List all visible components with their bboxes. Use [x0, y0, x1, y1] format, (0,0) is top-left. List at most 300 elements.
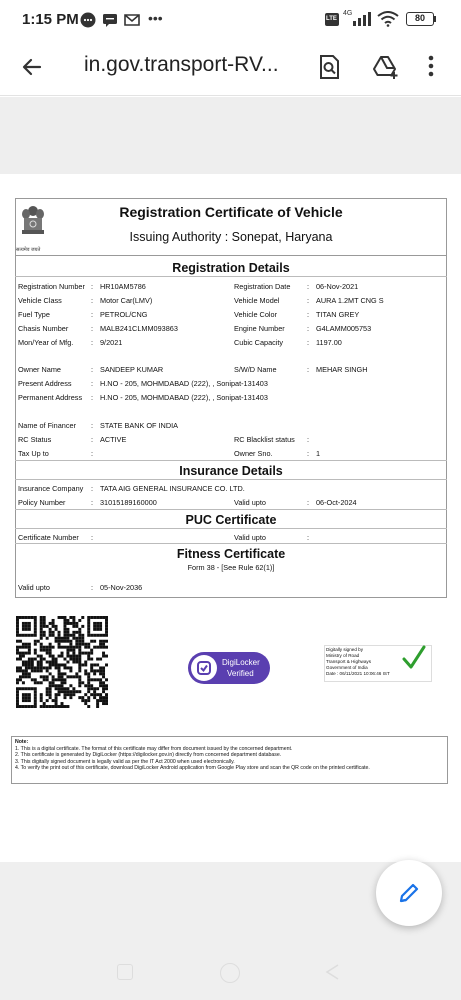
qr-module [102, 643, 105, 646]
divider [15, 528, 447, 529]
qr-module [40, 649, 43, 652]
qr-module [28, 628, 31, 631]
reg-value: HR10AM5786 [100, 282, 146, 291]
qr-module [96, 699, 99, 702]
qr-module [69, 655, 72, 658]
qr-module [78, 684, 81, 687]
qr-module [61, 663, 64, 666]
back-nav-icon[interactable] [323, 962, 341, 987]
puc-certificate-label: Certificate Number [18, 533, 79, 542]
qr-module [93, 640, 96, 643]
fitness-subheading: Form 38 - [See Rule 62(1)] [187, 563, 275, 572]
qr-module [49, 672, 52, 675]
note-box [11, 736, 448, 784]
qr-module [66, 628, 69, 631]
qr-module [43, 616, 46, 619]
qr-module [28, 658, 31, 661]
qr-module [40, 634, 43, 637]
qr-module [99, 672, 102, 675]
qr-module [58, 705, 61, 708]
qr-module [34, 690, 37, 693]
qr-module [25, 672, 28, 675]
qr-module [66, 661, 69, 664]
messenger-notification-icon [80, 12, 96, 27]
qr-module [28, 705, 31, 708]
qr-module [61, 655, 64, 658]
present-address-value: H.NO - 205, MOHMDABAD (222), , Sonipat-131403 [100, 379, 268, 388]
qr-module [40, 619, 43, 622]
qr-module [40, 646, 43, 649]
qr-module [22, 687, 25, 690]
fitness-valid-value: 05-Nov-2036 [100, 583, 143, 592]
qr-module [22, 622, 25, 625]
qr-module [28, 699, 31, 702]
qr-module [81, 634, 84, 637]
qr-module [72, 631, 75, 634]
back-arrow-icon[interactable] [20, 55, 44, 84]
qr-module [31, 666, 34, 669]
qr-module [63, 631, 66, 634]
qr-module [72, 693, 75, 696]
qr-module [52, 646, 55, 649]
qr-module [22, 699, 25, 702]
qr-module [93, 646, 96, 649]
qr-module [16, 681, 19, 684]
qr-module [99, 669, 102, 672]
qr-module [16, 616, 19, 619]
qr-module [46, 687, 49, 690]
qr-module [69, 666, 72, 669]
qr-module [16, 622, 19, 625]
puc-heading: PUC Certificate [185, 513, 277, 527]
qr-module [31, 705, 34, 708]
qr-module [66, 634, 69, 637]
qr-module [16, 696, 19, 699]
qr-module [40, 628, 43, 631]
qr-module [61, 616, 64, 619]
qr-module [84, 646, 87, 649]
qr-module [25, 622, 28, 625]
message-notification-icon [102, 12, 118, 27]
volte-icon: LTE [325, 13, 339, 26]
qr-module [96, 634, 99, 637]
qr-module [46, 625, 49, 628]
insurance-valid-label: Valid upto [234, 498, 266, 507]
qr-module [78, 637, 81, 640]
reg-value: 1197.00 [316, 338, 342, 347]
issuing-authority: Issuing Authority : Sonepat, Haryana [129, 230, 333, 244]
qr-module [93, 687, 96, 690]
qr-module [52, 678, 55, 681]
qr-module [78, 690, 81, 693]
qr-module [99, 628, 102, 631]
qr-module [66, 652, 69, 655]
signal-icon [345, 11, 373, 32]
qr-module [52, 681, 55, 684]
qr-module [90, 649, 93, 652]
status-time: 1:15 PM [22, 11, 79, 28]
edit-fab-button[interactable] [376, 860, 442, 926]
qr-module [93, 696, 96, 699]
qr-module [49, 649, 52, 652]
reg-value: 06-Nov-2021 [316, 282, 359, 291]
divider [15, 276, 447, 277]
qr-module [40, 666, 43, 669]
qr-module [63, 663, 66, 666]
qr-module [34, 640, 37, 643]
qr-module [96, 646, 99, 649]
qr-module [96, 658, 99, 661]
qr-module [63, 616, 66, 619]
qr-module [52, 675, 55, 678]
qr-module [105, 663, 108, 666]
qr-module [55, 684, 58, 687]
qr-module [52, 699, 55, 702]
qr-module [22, 675, 25, 678]
reg-label: Fuel Type [18, 310, 50, 319]
qr-module [28, 634, 31, 637]
qr-module [75, 625, 78, 628]
qr-module [22, 661, 25, 664]
qr-module [78, 631, 81, 634]
reg-label: Chasis Number [18, 324, 69, 333]
qr-module [52, 622, 55, 625]
qr-module [28, 693, 31, 696]
qr-module [46, 669, 49, 672]
qr-module [63, 696, 66, 699]
qr-module [63, 619, 66, 622]
search-in-page-icon[interactable] [316, 54, 342, 85]
qr-module [31, 678, 34, 681]
qr-module [40, 643, 43, 646]
qr-module [40, 622, 43, 625]
qr-module [90, 684, 93, 687]
qr-module [84, 702, 87, 705]
qr-module [105, 640, 108, 643]
qr-module [16, 649, 19, 652]
signature-line: Digitally signed by [326, 647, 364, 652]
qr-module [69, 669, 72, 672]
owner-sno-label: Owner Sno. [234, 449, 273, 458]
qr-module [16, 640, 19, 643]
qr-module [19, 640, 22, 643]
viewer-background [0, 97, 461, 174]
qr-module [55, 693, 58, 696]
qr-module [69, 634, 72, 637]
qr-module [78, 628, 81, 631]
colon: : [307, 282, 310, 291]
qr-module [105, 702, 108, 705]
qr-module [43, 678, 46, 681]
reg-label: Registration Number [18, 282, 85, 291]
reg-label: Registration Date [234, 282, 291, 291]
qr-module [55, 658, 58, 661]
qr-module [90, 666, 93, 669]
qr-module [99, 693, 102, 696]
qr-module [78, 661, 81, 664]
qr-module [75, 643, 78, 646]
qr-module [75, 637, 78, 640]
qr-module [52, 625, 55, 628]
signature-line: Government of India [326, 665, 368, 670]
colon: : [91, 296, 94, 305]
qr-module [69, 622, 72, 625]
qr-module [55, 661, 58, 664]
qr-module [49, 687, 52, 690]
qr-module [93, 663, 96, 666]
signature-line: Date : 06/11/2021 10:06:46 IST [326, 671, 390, 676]
verified-label: Verified [227, 669, 254, 678]
home-nav-icon[interactable] [220, 963, 240, 983]
qr-module [75, 690, 78, 693]
qr-module [25, 705, 28, 708]
qr-module [61, 687, 64, 690]
qr-module [66, 687, 69, 690]
qr-module [28, 646, 31, 649]
qr-module [46, 675, 49, 678]
qr-module [40, 658, 43, 661]
reg-label: Cubic Capacity [234, 338, 284, 347]
qr-module [84, 699, 87, 702]
qr-module [19, 658, 22, 661]
reg-value: Motor Car(LMV) [100, 296, 153, 305]
qr-module [63, 634, 66, 637]
qr-module [102, 646, 105, 649]
qr-module [81, 643, 84, 646]
qr-module [52, 684, 55, 687]
qr-module [63, 628, 66, 631]
qr-module [25, 666, 28, 669]
qr-module [99, 640, 102, 643]
qr-module [31, 687, 34, 690]
qr-module [34, 681, 37, 684]
qr-module [105, 619, 108, 622]
colon: : [307, 324, 310, 333]
qr-module [22, 669, 25, 672]
qr-module [22, 643, 25, 646]
qr-module [16, 658, 19, 661]
qr-module [61, 675, 64, 678]
qr-module [46, 690, 49, 693]
qr-module [61, 702, 64, 705]
qr-module [102, 696, 105, 699]
qr-module [99, 696, 102, 699]
qr-module [16, 693, 19, 696]
qr-module [25, 652, 28, 655]
note-line: 2. This certificate is generated by DigiLocker (https://digilocker.gov.in) directly from concerned department database. [15, 752, 282, 758]
qr-module [49, 690, 52, 693]
qr-module [25, 643, 28, 646]
qr-module [78, 643, 81, 646]
qr-module [28, 666, 31, 669]
qr-module [25, 625, 28, 628]
qr-module [78, 678, 81, 681]
qr-module [78, 649, 81, 652]
qr-module [105, 655, 108, 658]
qr-module [72, 634, 75, 637]
qr-module [78, 696, 81, 699]
qr-module [66, 640, 69, 643]
qr-module [96, 687, 99, 690]
qr-module [61, 681, 64, 684]
qr-module [72, 652, 75, 655]
qr-module [78, 681, 81, 684]
qr-module [69, 684, 72, 687]
qr-module [99, 646, 102, 649]
qr-module [58, 631, 61, 634]
reg-label: Vehicle Color [234, 310, 277, 319]
qr-module [40, 631, 43, 634]
qr-module [25, 696, 28, 699]
qr-module [75, 631, 78, 634]
qr-module [96, 622, 99, 625]
recents-nav-icon[interactable] [117, 964, 133, 980]
qr-module [40, 675, 43, 678]
qr-module [87, 684, 90, 687]
qr-module [78, 646, 81, 649]
qr-module [22, 672, 25, 675]
qr-module [102, 672, 105, 675]
note-line: 1. This is a digital certificate. The format of this certificate may differ from document issued by the concerned department. [15, 745, 293, 752]
qr-module [16, 666, 19, 669]
qr-module [46, 652, 49, 655]
qr-module [52, 705, 55, 708]
qr-module [43, 634, 46, 637]
qr-module [81, 652, 84, 655]
policy-number-value: 31015189160000 [100, 498, 157, 507]
add-to-drive-icon[interactable] [372, 54, 400, 85]
qr-module [58, 678, 61, 681]
qr-module [25, 669, 28, 672]
qr-module [90, 634, 93, 637]
qr-module [34, 652, 37, 655]
qr-module [52, 619, 55, 622]
qr-module [81, 640, 84, 643]
qr-module [102, 675, 105, 678]
qr-module [105, 693, 108, 696]
qr-module [43, 619, 46, 622]
more-vert-icon[interactable] [427, 54, 435, 83]
qr-module [52, 634, 55, 637]
qr-module [37, 661, 40, 664]
qr-module [87, 705, 90, 708]
qr-module [66, 666, 69, 669]
fitness-valid-label: Valid upto [18, 583, 50, 592]
digilocker-verified-badge [188, 652, 270, 684]
qr-module [22, 628, 25, 631]
qr-module [90, 658, 93, 661]
qr-module [81, 699, 84, 702]
qr-module [16, 705, 19, 708]
qr-module [105, 696, 108, 699]
qr-module [49, 631, 52, 634]
qr-module [46, 699, 49, 702]
qr-module [78, 669, 81, 672]
qr-module [25, 628, 28, 631]
qr-module [96, 705, 99, 708]
qr-module [25, 675, 28, 678]
qr-module [69, 693, 72, 696]
qr-module [19, 687, 22, 690]
qr-module [58, 675, 61, 678]
reg-label: Vehicle Class [18, 296, 62, 305]
qr-module [58, 643, 61, 646]
qr-module [99, 699, 102, 702]
reg-value: G4LAMM005753 [316, 324, 372, 333]
qr-module [40, 696, 43, 699]
battery-icon: 80 [406, 12, 434, 26]
qr-module [72, 622, 75, 625]
qr-module [105, 616, 108, 619]
qr-module [43, 631, 46, 634]
qr-module [66, 646, 69, 649]
qr-module [16, 634, 19, 637]
qr-module [72, 661, 75, 664]
qr-module [49, 652, 52, 655]
qr-module [28, 649, 31, 652]
qr-module [19, 666, 22, 669]
owner-sno-value: 1 [316, 449, 321, 458]
qr-module [19, 705, 22, 708]
qr-module [96, 616, 99, 619]
qr-module [55, 637, 58, 640]
qr-module [16, 628, 19, 631]
qr-module [63, 622, 66, 625]
qr-module [81, 681, 84, 684]
qr-module [87, 687, 90, 690]
qr-module [19, 646, 22, 649]
qr-module [52, 655, 55, 658]
qr-module [66, 705, 69, 708]
signature-line: Transport & Highways [326, 659, 372, 664]
qr-module [96, 663, 99, 666]
qr-module [58, 690, 61, 693]
qr-module [61, 640, 64, 643]
qr-module [34, 699, 37, 702]
colon: : [307, 296, 310, 305]
qr-module [16, 652, 19, 655]
qr-module [37, 663, 40, 666]
qr-module [81, 616, 84, 619]
qr-module [55, 625, 58, 628]
qr-module [46, 666, 49, 669]
qr-module [49, 655, 52, 658]
qr-module [22, 625, 25, 628]
qr-module [75, 658, 78, 661]
reg-label: Vehicle Model [234, 296, 280, 305]
permanent-address-value: H.NO - 205, MOHMDABAD (222), , Sonipat-131403 [100, 393, 268, 402]
qr-module [105, 684, 108, 687]
qr-module [102, 655, 105, 658]
qr-module [69, 643, 72, 646]
qr-module [93, 616, 96, 619]
qr-module [19, 675, 22, 678]
qr-module [81, 625, 84, 628]
qr-module [46, 649, 49, 652]
qr-module [55, 628, 58, 631]
qr-module [22, 693, 25, 696]
financer-label: Name of Financer [18, 421, 76, 430]
rc-status-label: RC Status [18, 435, 52, 444]
qr-module [34, 616, 37, 619]
qr-module [96, 702, 99, 705]
qr-module [52, 658, 55, 661]
qr-module [87, 699, 90, 702]
colon: : [307, 310, 310, 319]
qr-module [72, 675, 75, 678]
more-notifications-icon: ••• [148, 10, 163, 26]
qr-module [49, 663, 52, 666]
